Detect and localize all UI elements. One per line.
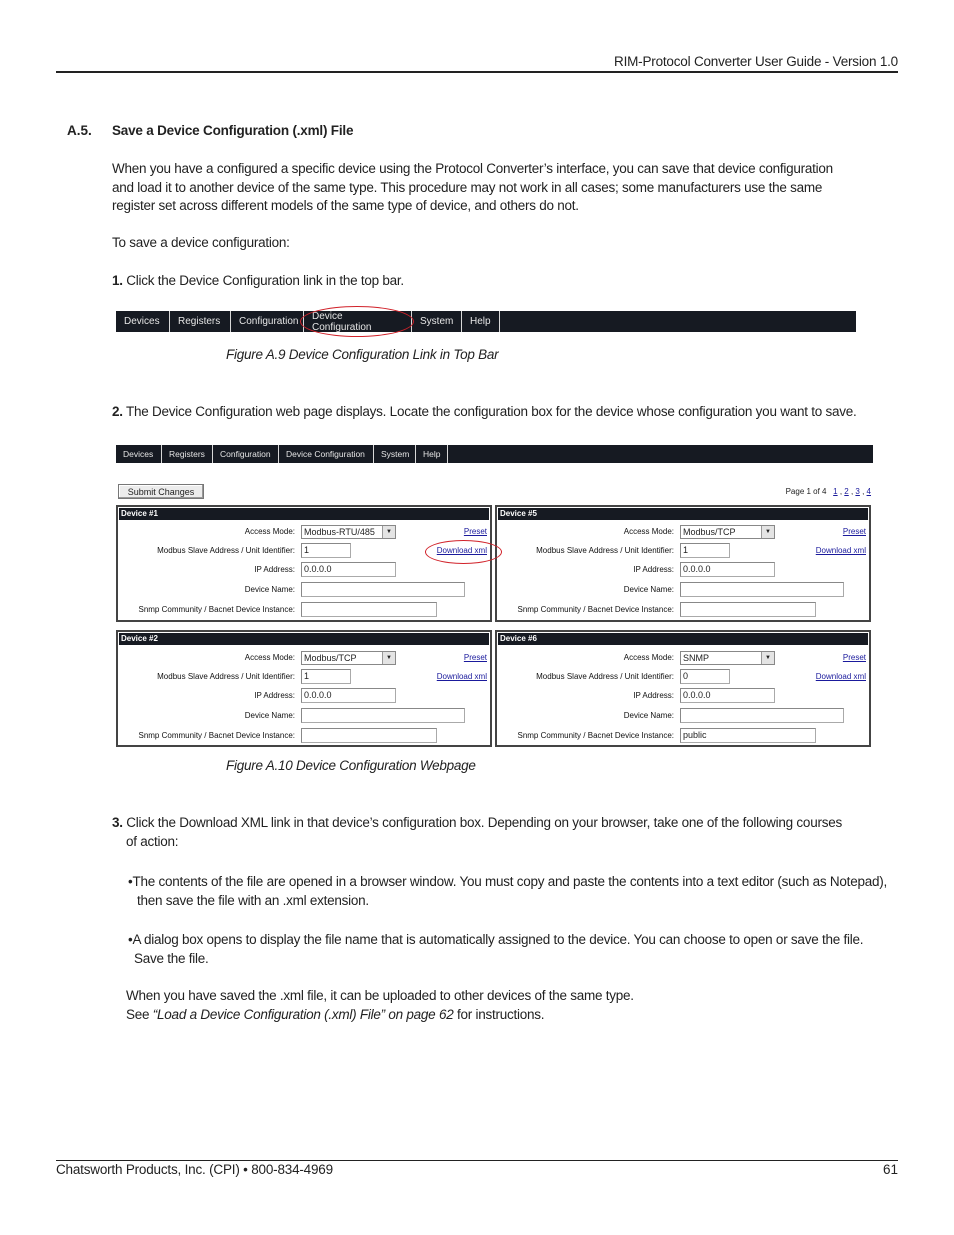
step-1 xyxy=(112,272,404,291)
ip-address-label: IP Address: xyxy=(633,565,674,574)
lead-text: To save a device configuration: xyxy=(112,235,290,250)
chevron-down-icon: ▼ xyxy=(382,652,395,664)
slave-address-label: Modbus Slave Address / Unit Identifier: xyxy=(157,546,295,555)
nav-configuration[interactable]: Configuration xyxy=(213,445,279,463)
download-xml-link[interactable]: Download xml xyxy=(436,672,487,681)
access-mode-select[interactable] xyxy=(680,525,775,539)
pager-text: Page 1 of 4 xyxy=(785,487,827,496)
device-title: Device #5 xyxy=(498,508,868,520)
nav-registers[interactable]: Registers xyxy=(170,311,231,332)
document-header-title: RIM-Protocol Converter User Guide - Version 1.0 xyxy=(614,54,898,69)
section-number: A.5. xyxy=(67,123,92,138)
bullet-text-continued: then save the file with an .xml extension. xyxy=(137,892,369,908)
ip-address-label: IP Address: xyxy=(254,565,295,574)
select-value: Modbus/TCP xyxy=(683,527,736,537)
ip-address-label: IP Address: xyxy=(254,691,295,700)
preset-link[interactable]: Preset xyxy=(463,527,487,536)
access-mode-label: Access Mode: xyxy=(244,527,295,536)
preset-link[interactable]: Preset xyxy=(463,653,487,662)
snmp-community-label: Snmp Community / Bacnet Device Instance: xyxy=(517,605,674,614)
nav-device-configuration[interactable]: Device Configuration xyxy=(304,311,412,332)
pager-link-4[interactable]: 4 xyxy=(866,487,871,496)
slave-address-input[interactable]: 0 xyxy=(680,669,730,684)
figure-1-caption: Figure A.9 Device Configuration Link in Top Bar xyxy=(226,347,499,362)
pager: Page 1 of 4 1 , 2 , 3 , 4 xyxy=(785,487,871,496)
closing-after: for instructions. xyxy=(456,1006,545,1022)
access-mode-select[interactable] xyxy=(301,651,396,665)
preset-link[interactable]: Preset xyxy=(842,527,866,536)
step-text-continued: of action: xyxy=(126,833,179,849)
bullet-text: A dialog box opens to display the file name that is automatically assigned to the device. You can choose to open or save the file. xyxy=(132,932,864,947)
device-name-label: Device Name: xyxy=(244,585,295,594)
page-number: 61 xyxy=(882,1162,898,1177)
slave-address-label: Modbus Slave Address / Unit Identifier: xyxy=(536,546,674,555)
nav-registers[interactable]: Registers xyxy=(162,445,213,463)
intro-paragraph xyxy=(112,160,833,216)
pager-link-2[interactable]: 2 xyxy=(844,487,849,496)
pager-link-3[interactable]: 3 xyxy=(855,487,860,496)
highlight-oval xyxy=(425,540,502,564)
snmp-community-input[interactable] xyxy=(301,728,437,743)
bullet-text-continued: Save the file. xyxy=(134,950,209,966)
device-name-input[interactable] xyxy=(680,708,844,723)
nav-help[interactable]: Help xyxy=(462,311,500,332)
intro-line: register set across different models of the same type of device, and others do not. xyxy=(112,198,579,214)
ip-address-input[interactable]: 0.0.0.0 xyxy=(301,688,396,703)
section-title: Save a Device Configuration (.xml) File xyxy=(112,123,354,138)
snmp-community-label: Snmp Community / Bacnet Device Instance: xyxy=(138,605,295,614)
chevron-down-icon: ▼ xyxy=(761,526,774,538)
highlight-oval xyxy=(300,306,414,337)
step-3 xyxy=(112,814,842,851)
step-text: The Device Configuration web page displays. Locate the configuration box for the device whose configuration you want to save. xyxy=(126,404,857,419)
nav-configuration[interactable]: Configuration xyxy=(231,311,304,332)
nav-devices[interactable]: Devices xyxy=(116,311,170,332)
snmp-community-input[interactable] xyxy=(301,602,437,617)
nav-device-configuration[interactable]: Device Configuration xyxy=(279,445,374,463)
closing-line: When you have saved the .xml file, it can be uploaded to other devices of the same type. xyxy=(126,988,634,1003)
device-box-1 xyxy=(116,505,492,622)
bullet-item xyxy=(128,931,863,968)
select-value: Modbus-RTU/485 xyxy=(304,527,375,537)
footer-company: Chatsworth Products, Inc. (CPI) • 800-834-4969 xyxy=(56,1162,333,1177)
access-mode-label: Access Mode: xyxy=(623,653,674,662)
bullet-text: The contents of the file are opened in a browser window. You must copy and paste the contents into a text editor (such as Notepad), xyxy=(132,874,887,889)
access-mode-label: Access Mode: xyxy=(623,527,674,536)
device-title: Device #2 xyxy=(119,633,489,645)
device-name-label: Device Name: xyxy=(623,711,674,720)
slave-address-input[interactable]: 1 xyxy=(301,669,351,684)
cross-reference-link[interactable]: “Load a Device Configuration (.xml) File” on page 62 xyxy=(152,1006,454,1022)
ip-address-input[interactable]: 0.0.0.0 xyxy=(680,562,775,577)
bullet-dot: • xyxy=(128,874,133,889)
snmp-community-label: Snmp Community / Bacnet Device Instance: xyxy=(517,731,674,740)
snmp-community-input[interactable]: public xyxy=(680,728,816,743)
bullet-item xyxy=(128,873,887,910)
header-rule xyxy=(56,71,898,73)
device-name-label: Device Name: xyxy=(623,585,674,594)
ip-address-input[interactable]: 0.0.0.0 xyxy=(301,562,396,577)
bullet-dot: • xyxy=(128,932,133,947)
slave-address-label: Modbus Slave Address / Unit Identifier: xyxy=(157,672,295,681)
slave-address-label: Modbus Slave Address / Unit Identifier: xyxy=(536,672,674,681)
chevron-down-icon: ▼ xyxy=(382,526,395,538)
intro-line: and load it to another device of the same type. This procedure may not work in all cases; some manufacturers use the same xyxy=(112,179,823,195)
step-number: 3. xyxy=(112,815,123,830)
download-xml-link[interactable]: Download xml xyxy=(815,546,866,555)
chevron-down-icon: ▼ xyxy=(761,652,774,664)
intro-line: When you have a configured a specific device using the Protocol Converter’s interface, you can save that device configuration xyxy=(112,161,833,176)
figure-2-nav-bar xyxy=(116,445,873,463)
closing-see: See xyxy=(126,1006,150,1022)
snmp-community-input[interactable] xyxy=(680,602,816,617)
figure-2-caption: Figure A.10 Device Configuration Webpage xyxy=(226,758,476,773)
snmp-community-label: Snmp Community / Bacnet Device Instance: xyxy=(138,731,295,740)
figure-2-screenshot xyxy=(116,445,873,748)
device-title: Device #6 xyxy=(498,633,868,645)
access-mode-select[interactable] xyxy=(301,525,396,539)
step-number: 1. xyxy=(112,273,123,288)
nav-system[interactable]: System xyxy=(412,311,462,332)
nav-help[interactable]: Help xyxy=(416,445,448,463)
step-number: 2. xyxy=(112,404,123,419)
submit-changes-button[interactable]: Submit Changes xyxy=(118,484,204,499)
figure-1-nav-bar xyxy=(116,311,856,332)
download-xml-link[interactable]: Download xml xyxy=(436,546,487,555)
device-box-6 xyxy=(495,630,871,747)
device-name-input[interactable] xyxy=(680,582,844,597)
nav-system[interactable]: System xyxy=(374,445,416,463)
closing-paragraph xyxy=(126,987,634,1024)
step-text: Click the Device Configuration link in the top bar. xyxy=(126,273,404,288)
select-value: Modbus/TCP xyxy=(304,653,357,663)
ip-address-label: IP Address: xyxy=(633,691,674,700)
device-title: Device #1 xyxy=(119,508,489,520)
device-box-2 xyxy=(116,630,492,747)
access-mode-select[interactable] xyxy=(680,651,775,665)
footer-rule xyxy=(56,1160,898,1161)
step-2 xyxy=(112,403,857,422)
device-name-input[interactable] xyxy=(301,582,465,597)
slave-address-input[interactable]: 1 xyxy=(680,543,730,558)
step-text: Click the Download XML link in that device’s configuration box. Depending on your browser, take one of the following courses xyxy=(126,815,842,830)
nav-devices[interactable]: Devices xyxy=(116,445,162,463)
device-name-label: Device Name: xyxy=(244,711,295,720)
select-value: SNMP xyxy=(683,653,710,663)
device-box-5 xyxy=(495,505,871,622)
download-xml-link[interactable]: Download xml xyxy=(815,672,866,681)
ip-address-input[interactable]: 0.0.0.0 xyxy=(680,688,775,703)
pager-link-1[interactable]: 1 xyxy=(833,487,838,496)
preset-link[interactable]: Preset xyxy=(842,653,866,662)
access-mode-label: Access Mode: xyxy=(244,653,295,662)
device-name-input[interactable] xyxy=(301,708,465,723)
slave-address-input[interactable]: 1 xyxy=(301,543,351,558)
